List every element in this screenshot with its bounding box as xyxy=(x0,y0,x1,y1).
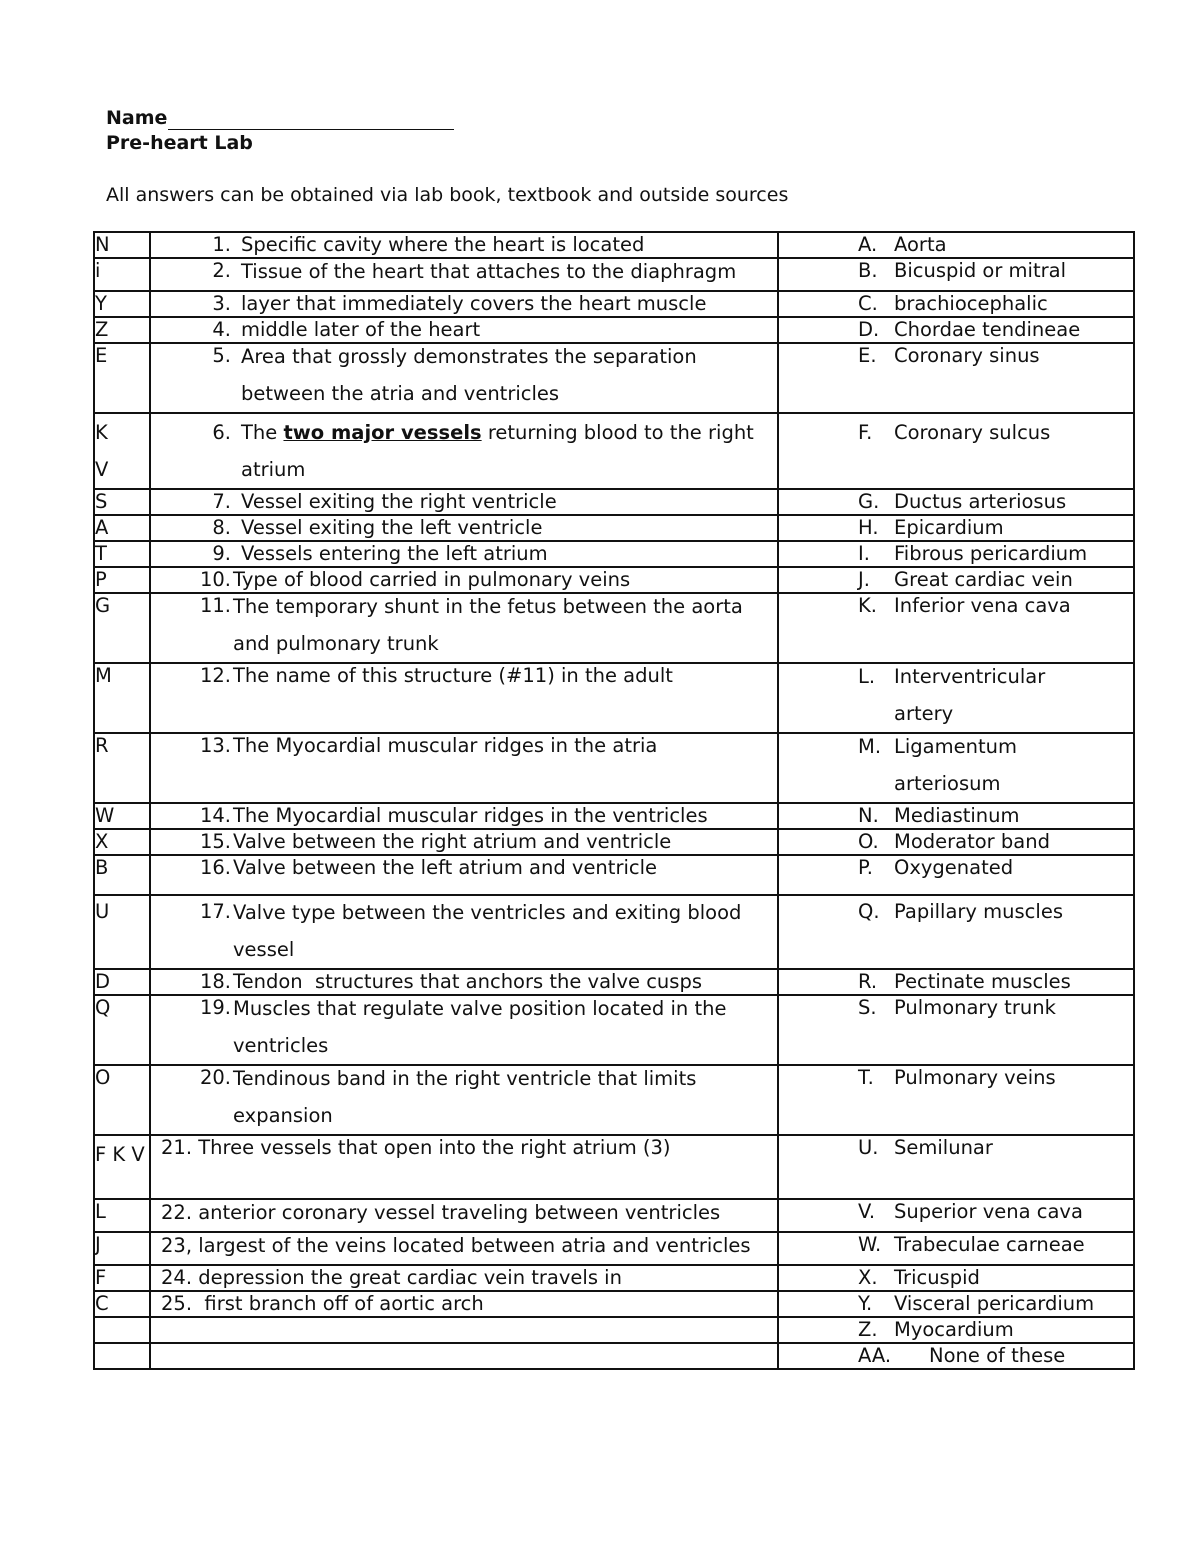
question-cell xyxy=(150,829,778,855)
question-number: 13. xyxy=(199,734,231,757)
option-letter: Y. xyxy=(858,1292,873,1315)
answer-cell[interactable]: U xyxy=(94,895,150,969)
table-row xyxy=(94,1232,1134,1265)
question-text: 24. depression the great cardiac vein travels in xyxy=(161,1266,622,1289)
answer-cell[interactable]: R xyxy=(94,733,150,803)
table-row xyxy=(94,541,1134,567)
option-letter: Z. xyxy=(858,1318,878,1341)
option-cell xyxy=(778,995,1134,1065)
option-cell xyxy=(778,593,1134,663)
question-cell xyxy=(150,1065,778,1135)
question-number: 20. xyxy=(199,1066,231,1089)
answer-cell[interactable]: F K V xyxy=(94,1135,150,1199)
question-number: 16. xyxy=(199,856,231,879)
option-text: Coronary sulcus xyxy=(894,421,1051,444)
question-text: Tendinous band in the right ventricle that limits expansion xyxy=(233,1067,697,1127)
question-text: Vessel exiting the left ventricle xyxy=(241,516,543,539)
answer-cell[interactable]: S xyxy=(94,489,150,515)
option-text: Mediastinum xyxy=(894,804,1020,827)
option-letter: A. xyxy=(858,233,878,256)
question-cell xyxy=(150,995,778,1065)
question-number: 14. xyxy=(199,804,231,827)
name-label: Name xyxy=(106,107,168,129)
option-cell xyxy=(778,663,1134,733)
answer-cell[interactable]: C xyxy=(94,1291,150,1317)
question-text: The name of this structure (#11) in the adult xyxy=(233,664,673,687)
question-text: Vessel exiting the right ventricle xyxy=(241,490,557,513)
option-cell xyxy=(778,733,1134,803)
option-cell xyxy=(778,1199,1134,1232)
option-letter: H. xyxy=(858,516,879,539)
option-cell xyxy=(778,515,1134,541)
question-cell xyxy=(150,593,778,663)
option-letter: E. xyxy=(858,344,877,367)
question-text: Valve between the right atrium and ventricle xyxy=(233,830,672,853)
question-emphasis: two major vessels xyxy=(283,421,482,444)
option-letter: M. xyxy=(858,735,882,758)
question-text xyxy=(151,1344,161,1367)
option-text: Myocardium xyxy=(894,1318,1014,1341)
option-letter: I. xyxy=(858,542,870,565)
answer-cell[interactable] xyxy=(94,1343,150,1369)
option-cell xyxy=(778,855,1134,895)
answer-cell[interactable]: O xyxy=(94,1065,150,1135)
table-row xyxy=(94,258,1134,291)
question-text: Valve type between the ventricles and exiting blood vessel xyxy=(233,901,742,961)
page-title: Pre-heart Lab xyxy=(106,132,253,154)
question-text: Tendon structures that anchors the valve cusps xyxy=(233,970,702,993)
question-number: 1. xyxy=(212,233,231,256)
answer-cell[interactable] xyxy=(94,1317,150,1343)
table-row xyxy=(94,1065,1134,1135)
table-row xyxy=(94,1265,1134,1291)
table-row xyxy=(94,995,1134,1065)
answer-cell[interactable]: P xyxy=(94,567,150,593)
question-text: Valve between the left atrium and ventricle xyxy=(233,856,658,879)
option-letter: R. xyxy=(858,970,878,993)
question-number: 12. xyxy=(199,664,231,687)
option-letter: B. xyxy=(858,259,878,282)
question-text-lead: The xyxy=(241,421,284,444)
question-number: 3. xyxy=(212,292,231,315)
answer-cell[interactable]: N xyxy=(94,232,150,258)
option-letter: S. xyxy=(858,996,877,1019)
answer-cell[interactable]: W xyxy=(94,803,150,829)
answer-cell[interactable]: Y xyxy=(94,291,150,317)
question-number: 17. xyxy=(199,900,231,923)
table-row xyxy=(94,733,1134,803)
question-text: 21. Three vessels that open into the right atrium (3) xyxy=(161,1136,671,1159)
question-text: Type of blood carried in pulmonary veins xyxy=(233,568,631,591)
answer-cell[interactable]: J xyxy=(94,1232,150,1265)
question-cell xyxy=(150,343,778,413)
option-cell xyxy=(778,343,1134,413)
option-text: Aorta xyxy=(894,233,947,256)
option-cell xyxy=(778,1265,1134,1291)
question-cell xyxy=(150,803,778,829)
option-cell xyxy=(778,413,1134,489)
question-cell xyxy=(150,1232,778,1265)
table-row xyxy=(94,593,1134,663)
option-cell xyxy=(778,489,1134,515)
question-number: 4. xyxy=(212,318,231,341)
option-text: Great cardiac vein xyxy=(894,568,1073,591)
option-text: Trabeculae carneae xyxy=(894,1233,1085,1256)
option-cell xyxy=(778,1343,1134,1369)
question-cell xyxy=(150,733,778,803)
option-cell xyxy=(778,803,1134,829)
option-text: None of these xyxy=(929,1344,1066,1367)
question-cell xyxy=(150,413,778,489)
question-text: Tissue of the heart that attaches to the diaphragm xyxy=(241,260,737,283)
answer-cell[interactable]: E xyxy=(94,343,150,413)
option-cell xyxy=(778,1065,1134,1135)
question-text: Vessels entering the left atrium xyxy=(241,542,548,565)
question-cell xyxy=(150,1343,778,1369)
question-cell xyxy=(150,515,778,541)
worksheet-header xyxy=(106,106,454,156)
answer-cell[interactable]: F xyxy=(94,1265,150,1291)
option-letter: U. xyxy=(858,1136,879,1159)
option-text: Papillary muscles xyxy=(894,900,1063,923)
option-letter: X. xyxy=(858,1266,878,1289)
option-text: Oxygenated xyxy=(894,856,1014,879)
question-text xyxy=(151,1318,161,1341)
question-number: 6. xyxy=(212,421,231,444)
option-text: Inferior vena cava xyxy=(894,594,1071,617)
option-text: Pectinate muscles xyxy=(894,970,1071,993)
question-cell xyxy=(150,1135,778,1199)
option-letter: AA. xyxy=(858,1344,892,1367)
question-number: 5. xyxy=(212,344,231,367)
option-text: Tricuspid xyxy=(894,1266,980,1289)
option-cell xyxy=(778,317,1134,343)
option-text: Interventricular artery xyxy=(894,665,1046,725)
answer-cell[interactable]: G xyxy=(94,593,150,663)
option-cell xyxy=(778,1135,1134,1199)
name-line xyxy=(106,106,454,130)
answer-cell[interactable]: A xyxy=(94,515,150,541)
question-text: 22. anterior coronary vessel traveling between ventricles xyxy=(161,1201,721,1224)
question-number: 10. xyxy=(199,568,231,591)
option-letter: G. xyxy=(858,490,880,513)
question-text: The temporary shunt in the fetus between the aorta and pulmonary trunk xyxy=(233,595,743,655)
instructions: All answers can be obtained via lab book, textbook and outside sources xyxy=(106,184,789,206)
answer-cell[interactable]: i xyxy=(94,258,150,291)
question-text: 25. first branch off of aortic arch xyxy=(161,1292,484,1315)
question-text: layer that immediately covers the heart muscle xyxy=(241,292,707,315)
option-letter: P. xyxy=(858,856,873,879)
table-row xyxy=(94,1291,1134,1317)
table-row xyxy=(94,489,1134,515)
question-text: The Myocardial muscular ridges in the atria xyxy=(233,734,658,757)
option-cell xyxy=(778,232,1134,258)
question-cell xyxy=(150,895,778,969)
table-row xyxy=(94,1135,1134,1199)
option-text: Visceral pericardium xyxy=(894,1292,1095,1315)
option-letter: W. xyxy=(858,1233,882,1256)
option-letter: D. xyxy=(858,318,880,341)
option-text: Moderator band xyxy=(894,830,1050,853)
option-text: Pulmonary trunk xyxy=(894,996,1056,1019)
question-cell xyxy=(150,855,778,895)
answer-cell[interactable]: X xyxy=(94,829,150,855)
option-letter: Q. xyxy=(858,900,880,923)
option-cell xyxy=(778,829,1134,855)
option-text: Ductus arteriosus xyxy=(894,490,1067,513)
question-text: The Myocardial muscular ridges in the ventricles xyxy=(233,804,708,827)
question-cell xyxy=(150,291,778,317)
question-cell xyxy=(150,1317,778,1343)
question-text-tail: returning blood to the right atrium xyxy=(241,421,754,481)
answer-cell[interactable]: M xyxy=(94,663,150,733)
option-text: Bicuspid or mitral xyxy=(894,259,1066,282)
question-number: 19. xyxy=(199,996,231,1019)
question-cell xyxy=(150,489,778,515)
answer-cell[interactable]: K V xyxy=(94,413,150,489)
question-cell xyxy=(150,541,778,567)
table-row xyxy=(94,291,1134,317)
option-letter: C. xyxy=(858,292,878,315)
question-cell xyxy=(150,1265,778,1291)
name-blank-field[interactable] xyxy=(168,111,454,130)
table-row xyxy=(94,895,1134,969)
question-cell xyxy=(150,258,778,291)
option-text: Pulmonary veins xyxy=(894,1066,1056,1089)
question-cell xyxy=(150,1291,778,1317)
option-text: Epicardium xyxy=(894,516,1004,539)
option-letter: L. xyxy=(858,665,876,688)
question-number: 18. xyxy=(199,970,231,993)
option-cell xyxy=(778,541,1134,567)
matching-table xyxy=(93,231,1135,1370)
table-row xyxy=(94,515,1134,541)
answer-cell[interactable]: Z xyxy=(94,317,150,343)
question-text xyxy=(231,414,777,488)
option-text: Superior vena cava xyxy=(894,1200,1083,1223)
table-row xyxy=(94,1343,1134,1369)
question-cell xyxy=(150,663,778,733)
option-text: Semilunar xyxy=(894,1136,993,1159)
question-text: Specific cavity where the heart is located xyxy=(241,233,645,256)
table-row xyxy=(94,413,1134,489)
question-text: 23, largest of the veins located between atria and ventricles xyxy=(161,1234,751,1257)
answer-cell[interactable]: D xyxy=(94,969,150,995)
option-cell xyxy=(778,969,1134,995)
answer-cell[interactable]: B xyxy=(94,855,150,895)
question-text: middle later of the heart xyxy=(241,318,481,341)
option-letter: V. xyxy=(858,1200,876,1223)
option-cell xyxy=(778,895,1134,969)
answer-cell[interactable]: L xyxy=(94,1199,150,1232)
question-text: Area that grossly demonstrates the separation between the atria and ventricles xyxy=(241,345,697,405)
option-letter: K. xyxy=(858,594,877,617)
option-letter: F. xyxy=(858,421,873,444)
option-cell xyxy=(778,1317,1134,1343)
question-number: 11. xyxy=(199,594,231,617)
option-text: Ligamentum arteriosum xyxy=(894,735,1017,795)
table-row xyxy=(94,343,1134,413)
question-number: 2. xyxy=(212,259,231,282)
option-letter: J. xyxy=(858,568,870,591)
table-row xyxy=(94,803,1134,829)
question-text: Muscles that regulate valve position located in the ventricles xyxy=(233,997,727,1057)
option-text: brachiocephalic xyxy=(894,292,1048,315)
option-cell xyxy=(778,1291,1134,1317)
table-row xyxy=(94,855,1134,895)
option-cell xyxy=(778,258,1134,291)
option-text: Fibrous pericardium xyxy=(894,542,1088,565)
question-number: 7. xyxy=(212,490,231,513)
option-cell xyxy=(778,1232,1134,1265)
option-cell xyxy=(778,291,1134,317)
option-cell xyxy=(778,567,1134,593)
option-text: Chordae tendineae xyxy=(894,318,1081,341)
option-letter: T. xyxy=(858,1066,874,1089)
question-number: 9. xyxy=(212,542,231,565)
table-row xyxy=(94,663,1134,733)
table-row xyxy=(94,829,1134,855)
answer-cell[interactable]: Q xyxy=(94,995,150,1065)
question-number: 8. xyxy=(212,516,231,539)
table-row xyxy=(94,1317,1134,1343)
question-number: 15. xyxy=(199,830,231,853)
option-letter: N. xyxy=(858,804,879,827)
option-text: Coronary sinus xyxy=(894,344,1040,367)
option-letter: O. xyxy=(858,830,879,853)
answer-cell[interactable]: T xyxy=(94,541,150,567)
